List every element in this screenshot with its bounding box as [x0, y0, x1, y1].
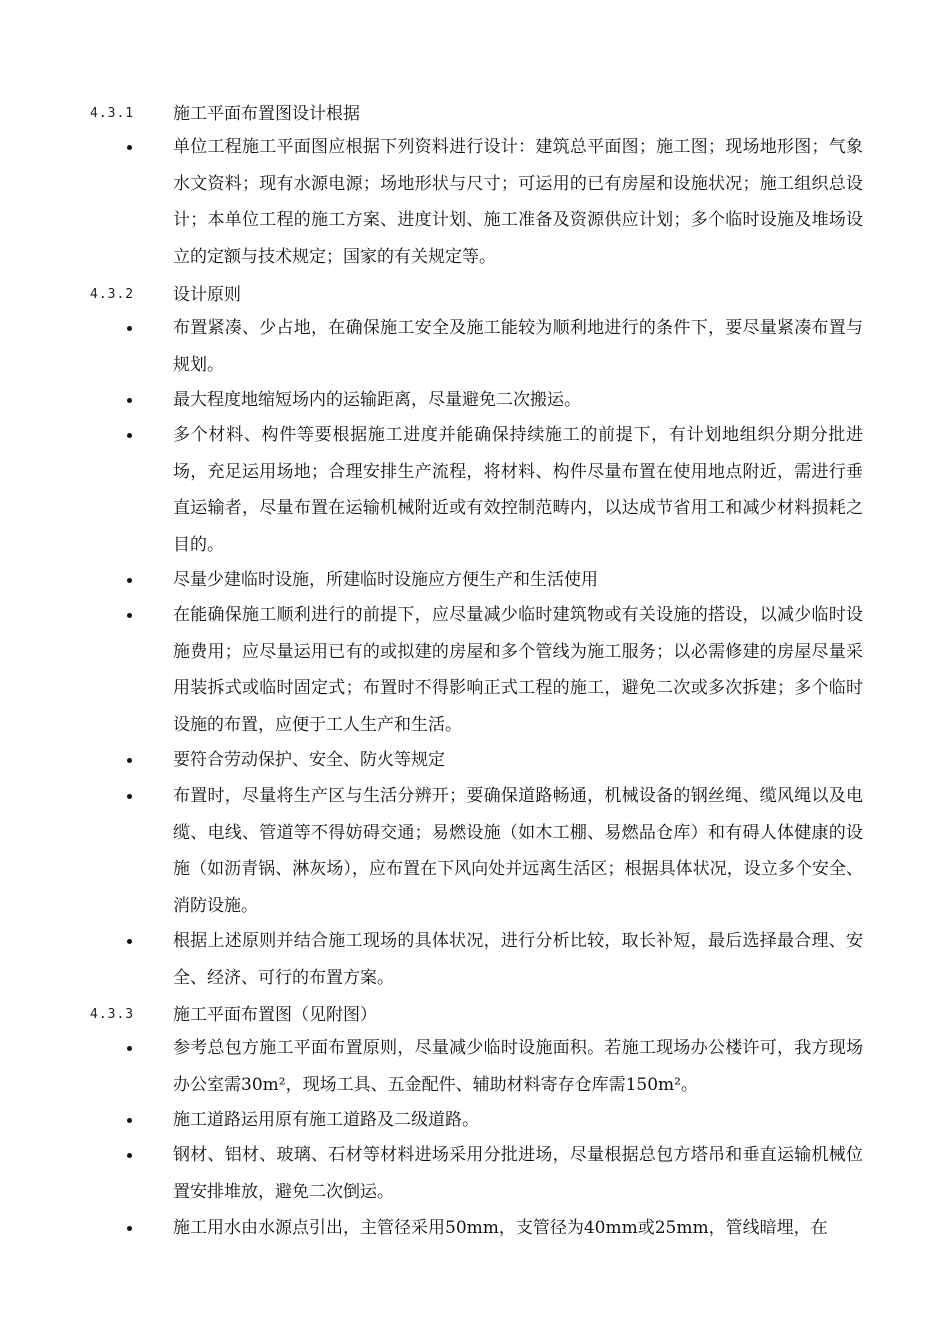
list-item-text: 多个材料、构件等要根据施工进度并能确保持续施工的前提下，有计划地组织分期分批进场，充足运用场地；合理安排生产流程，将材料、构件尽量布置在使用地点附近，需进行垂直运输者，尽量布置在运输机械附近或有效控制范畴内，以达成节省用工和减少材料损耗之目的。: [173, 425, 863, 555]
section-number: 4.3.1: [90, 106, 135, 121]
section-title: 设计原则: [173, 285, 241, 305]
bullet-icon: [127, 939, 132, 944]
list-item-text: 施工道路运用原有施工道路及二级道路。: [173, 1110, 479, 1130]
bullet-icon: [127, 326, 132, 331]
section-number: 4.3.2: [90, 287, 135, 302]
section-title: 施工平面布置图（见附图）: [173, 1005, 377, 1025]
section-number: 4.3.3: [90, 1007, 135, 1022]
bullet-icon: [127, 613, 132, 618]
bullet-icon: [127, 1046, 132, 1051]
bullet-icon: [127, 758, 132, 763]
section-title: 施工平面布置图设计根据: [173, 104, 360, 124]
list-item-text: 布置紧凑、少占地，在确保施工安全及施工能较为顺利地进行的条件下，要尽量紧凑布置与规划。: [173, 318, 863, 375]
list-item-text: 施工用水由水源点引出，主管径采用50mm，支管径为40mm或25mm，管线暗埋，在: [173, 1218, 828, 1238]
list-item-text: 钢材、铝材、玻璃、石材等材料进场采用分批进场，尽量根据总包方塔吊和垂直运输机械位置安排堆放，避免二次倒运。: [173, 1145, 863, 1202]
list-item-text: 尽量少建临时设施，所建临时设施应方便生产和生活使用: [173, 570, 598, 590]
bullet-icon: [127, 794, 132, 799]
bullet-icon: [127, 398, 132, 403]
section-heading-4-3-1: [0, 97, 950, 131]
bullet-icon: [127, 433, 132, 438]
bullet-icon: [127, 1118, 132, 1123]
bullet-icon: [127, 1153, 132, 1158]
section-heading-4-3-3: [0, 998, 950, 1032]
bullet-icon: [127, 145, 132, 150]
list-item-text: 最大程度地缩短场内的运输距离，尽量避免二次搬运。: [173, 390, 581, 410]
list-item-text: 布置时，尽量将生产区与生活分辨开；要确保道路畅通，机械设备的钢丝绳、缆风绳以及电缆、电线、管道等不得妨碍交通；易燃设施（如木工棚、易燃品仓库）和有碍人体健康的设施（如沥青锅、淋灰场），应布置在下风向处并远离生活区；根据具体状况，设立多个安全、消防设施。: [173, 786, 863, 916]
list-item-text: 参考总包方施工平面布置原则，尽量减少临时设施面积。若施工现场办公楼许可，我方现场办公室需30m²，现场工具、五金配件、辅助材料寄存仓库需150m²。: [173, 1038, 863, 1095]
bullet-icon: [127, 578, 132, 583]
bullet-icon: [127, 1226, 132, 1231]
list-item-text: 要符合劳动保护、安全、防火等规定: [173, 750, 445, 770]
list-item-text: 在能确保施工顺利进行的前提下，应尽量减少临时建筑物或有关设施的搭设，以减少临时设施费用；应尽量运用已有的或拟建的房屋和多个管线为施工服务；以必需修建的房屋尽量采用装拆式或临时固定式；布置时不得影响正式工程的施工，避免二次或多次拆建；多个临时设施的布置，应便于工人生产和生活。: [173, 605, 863, 735]
list-item-text: 根据上述原则并结合施工现场的具体状况，进行分析比较，取长补短，最后选择最合理、安全、经济、可行的布置方案。: [173, 931, 863, 988]
section-heading-4-3-2: [0, 278, 950, 312]
list-item-text: 单位工程施工平面图应根据下列资料进行设计：建筑总平面图；施工图；现场地形图；气象水文资料；现有水源电源；场地形状与尺寸；可运用的已有房屋和设施状况；施工组织总设计；本单位工程的施工方案、进度计划、施工准备及资源供应计划；多个临时设施及堆场设立的定额与技术规定；国家的有关规定等。: [173, 137, 863, 267]
